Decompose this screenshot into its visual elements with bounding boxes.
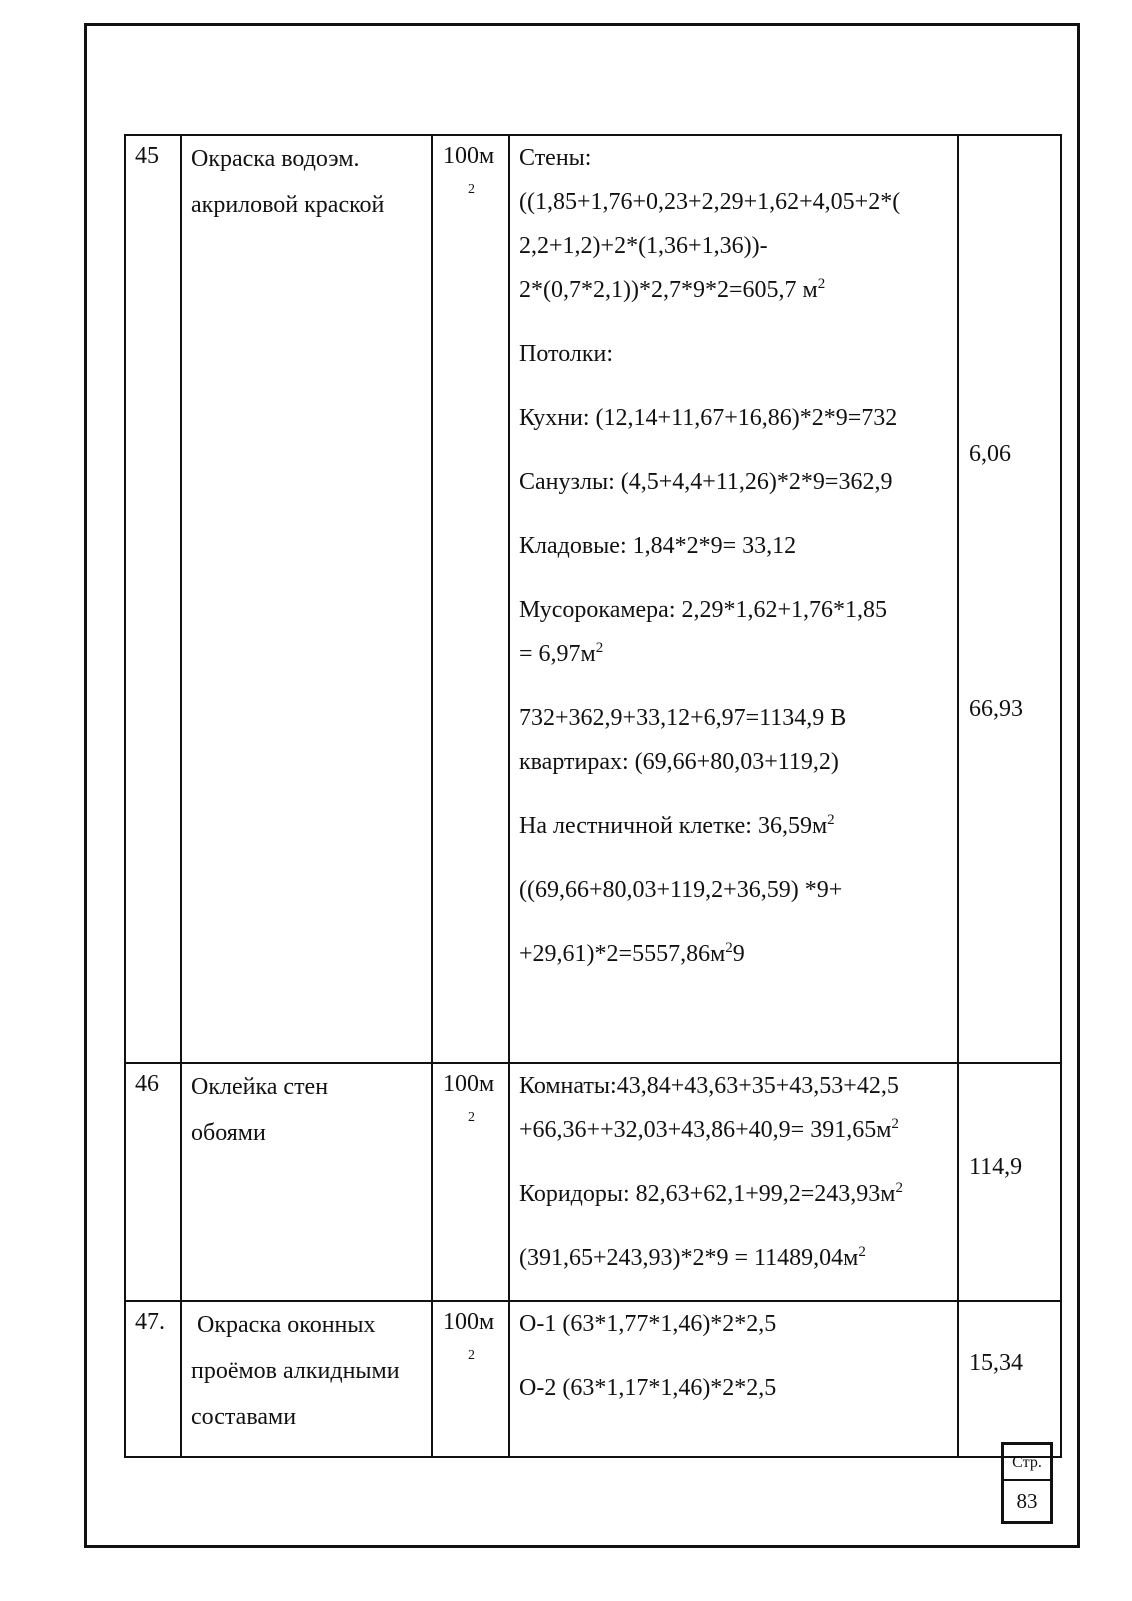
work-name-line: Оклейка стен	[191, 1074, 329, 1100]
walls-label: Стены:	[519, 145, 592, 171]
bathrooms-formula: Санузлы: (4,5+4,4+11,26)*2*9=362,9	[519, 469, 893, 495]
calculation-table	[124, 134, 1062, 1458]
calculation-cell	[509, 1063, 958, 1301]
calculation-text	[510, 1302, 957, 1410]
work-name	[182, 136, 431, 228]
row-number: 45	[135, 143, 159, 169]
ceilings-sum: 732+362,9+33,12+6,97=1134,9 В	[519, 705, 847, 731]
unit-superscript: 2	[468, 1110, 475, 1125]
work-name-line: акриловой краской	[191, 192, 385, 218]
total-formula: ((69,66+80,03+119,2+36,59) *9+	[519, 877, 843, 903]
kitchens-formula: Кухни: (12,14+11,67+16,86)*2*9=732	[519, 405, 898, 431]
apartments-formula: квартирах: (69,66+80,03+119,2)	[519, 749, 839, 775]
window-o1-formula: О-1 (63*1,77*1,46)*2*2,5	[519, 1311, 777, 1337]
unit-value: 100м 2	[433, 1064, 508, 1138]
work-name	[182, 1302, 431, 1440]
walls-formula: 2*(0,7*2,1))*2,7*9*2=605,7 $м^2$	[519, 276, 826, 303]
window-o2-formula: О-2 (63*1,17*1,46)*2*2,5	[519, 1375, 777, 1401]
work-name-line: проёмов алкидными	[191, 1358, 400, 1384]
rooms-formula: Комнаты:43,84+43,63+35+43,53+42,5	[519, 1073, 899, 1099]
rooms-formula: $+66,36++32,03+43,86+40,9= 391,65м^2$	[519, 1116, 899, 1143]
unit-cell	[432, 135, 509, 1063]
quantity-cell	[958, 135, 1061, 1063]
work-name-cell	[181, 1301, 432, 1457]
walls-formula: ((1,85+1,76+0,23+2,29+1,62+4,05+2*(	[519, 189, 901, 215]
ceilings-label: Потолки:	[519, 341, 614, 367]
walls-formula: 2,2+1,2)+2*(1,36+1,36))-	[519, 233, 768, 259]
table-row	[125, 135, 1061, 1063]
total-formula: $(391,65+243,93)*2*9 = 11489,04м^2$	[519, 1244, 866, 1271]
work-name-line: обоями	[191, 1120, 266, 1146]
quantity-value: 114,9	[969, 1154, 1023, 1180]
calculation-text	[510, 1064, 957, 1280]
garbage-room-result: = $6,97м^2$	[519, 640, 604, 667]
unit-value: 100м 2	[433, 136, 508, 210]
page-label: Стр.	[1004, 1445, 1050, 1481]
quantity-cell	[958, 1063, 1061, 1301]
calculation-cell	[509, 135, 958, 1063]
unit-superscript: 2	[468, 182, 475, 197]
work-name-cell	[181, 135, 432, 1063]
unit-superscript: 2	[468, 1348, 475, 1363]
unit-value: 100м 2	[433, 1302, 508, 1376]
table-row	[125, 1301, 1061, 1457]
work-name-cell	[181, 1063, 432, 1301]
calculation-text	[510, 136, 957, 976]
quantity-cell	[958, 1301, 1061, 1457]
stairwell-formula: На лестничной клетке: $36,59м^2$	[519, 812, 835, 839]
quantity-value: 66,93	[969, 696, 1023, 722]
table-row	[125, 1063, 1061, 1301]
calculation-cell	[509, 1301, 958, 1457]
work-name-line: составами	[191, 1404, 297, 1430]
unit-cell	[432, 1063, 509, 1301]
garbage-room-formula: Мусорокамера: 2,29*1,62+1,76*1,85	[519, 597, 888, 623]
corridors-formula: Коридоры: $82,63+62,1+99,2=243,93м^2$	[519, 1180, 903, 1207]
row-number-cell	[125, 1301, 181, 1457]
quantity-value: 15,34	[969, 1350, 1023, 1376]
total-result: $+29,61)*2=5557,86м^29$	[519, 940, 745, 967]
unit-cell	[432, 1301, 509, 1457]
storage-formula: Кладовые: 1,84*2*9= 33,12	[519, 533, 797, 559]
row-number: 47.	[135, 1309, 165, 1335]
work-name	[182, 1064, 431, 1156]
row-number-cell	[125, 1063, 181, 1301]
row-number-cell	[125, 135, 181, 1063]
work-name-line: Окраска водоэм.	[191, 146, 360, 172]
page-number: 83	[1016, 1489, 1038, 1513]
page-number-stamp	[1001, 1442, 1053, 1524]
quantity-value: 6,06	[969, 441, 1011, 467]
row-number: 46	[135, 1071, 159, 1097]
work-name-line: Окраска оконных	[191, 1312, 376, 1338]
